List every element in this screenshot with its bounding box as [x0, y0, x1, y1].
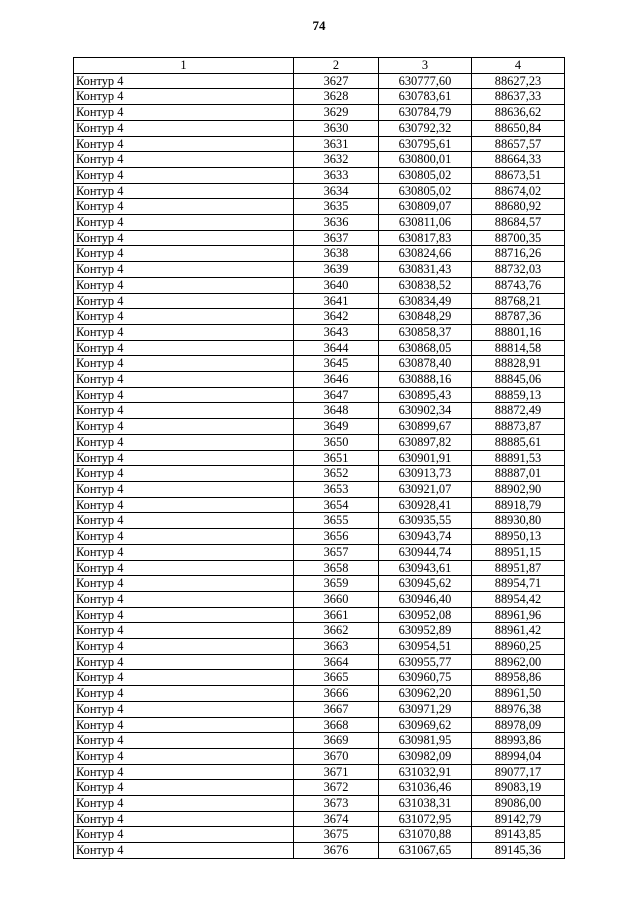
table-row	[74, 607, 565, 623]
y-coordinate-cell: 88962,00	[472, 654, 565, 670]
point-number-cell: 3666	[294, 686, 379, 702]
y-coordinate-cell: 88664,33	[472, 152, 565, 168]
point-number-cell: 3665	[294, 670, 379, 686]
x-coordinate-cell: 630944,74	[379, 544, 472, 560]
x-coordinate-cell: 630897,82	[379, 434, 472, 450]
y-coordinate-cell: 88680,92	[472, 199, 565, 215]
table-row	[74, 843, 565, 859]
table-row	[74, 434, 565, 450]
x-coordinate-cell: 631067,65	[379, 843, 472, 859]
contour-cell: Контур 4	[74, 639, 294, 655]
point-number-cell: 3662	[294, 623, 379, 639]
x-coordinate-cell: 630955,77	[379, 654, 472, 670]
point-number-cell: 3653	[294, 481, 379, 497]
y-coordinate-cell: 88961,42	[472, 623, 565, 639]
table-row	[74, 199, 565, 215]
x-coordinate-cell: 630945,62	[379, 576, 472, 592]
point-number-cell: 3660	[294, 591, 379, 607]
y-coordinate-cell: 88993,86	[472, 733, 565, 749]
point-number-cell: 3629	[294, 105, 379, 121]
y-coordinate-cell: 88918,79	[472, 497, 565, 513]
point-number-cell: 3633	[294, 167, 379, 183]
point-number-cell: 3676	[294, 843, 379, 859]
table-header	[74, 58, 565, 74]
x-coordinate-cell: 630831,43	[379, 262, 472, 278]
point-number-cell: 3631	[294, 136, 379, 152]
x-coordinate-cell: 630792,32	[379, 120, 472, 136]
column-header-2: 2	[294, 58, 379, 74]
contour-cell: Контур 4	[74, 403, 294, 419]
contour-cell: Контур 4	[74, 356, 294, 372]
table-row	[74, 419, 565, 435]
contour-cell: Контур 4	[74, 529, 294, 545]
table-row	[74, 623, 565, 639]
contour-cell: Контур 4	[74, 199, 294, 215]
x-coordinate-cell: 630969,62	[379, 717, 472, 733]
y-coordinate-cell: 88716,26	[472, 246, 565, 262]
table-row	[74, 591, 565, 607]
x-coordinate-cell: 630952,89	[379, 623, 472, 639]
point-number-cell: 3642	[294, 309, 379, 325]
point-number-cell: 3644	[294, 340, 379, 356]
y-coordinate-cell: 88958,86	[472, 670, 565, 686]
x-coordinate-cell: 630777,60	[379, 73, 472, 89]
x-coordinate-cell: 630946,40	[379, 591, 472, 607]
table-row	[74, 230, 565, 246]
contour-cell: Контур 4	[74, 796, 294, 812]
contour-cell: Контур 4	[74, 340, 294, 356]
point-number-cell: 3630	[294, 120, 379, 136]
x-coordinate-cell: 631032,91	[379, 764, 472, 780]
point-number-cell: 3663	[294, 639, 379, 655]
y-coordinate-cell: 88674,02	[472, 183, 565, 199]
x-coordinate-cell: 630795,61	[379, 136, 472, 152]
point-number-cell: 3634	[294, 183, 379, 199]
table-row	[74, 764, 565, 780]
y-coordinate-cell: 88954,71	[472, 576, 565, 592]
coordinates-table	[73, 57, 565, 859]
contour-cell: Контур 4	[74, 513, 294, 529]
x-coordinate-cell: 630935,55	[379, 513, 472, 529]
table-row	[74, 293, 565, 309]
point-number-cell: 3645	[294, 356, 379, 372]
point-number-cell: 3674	[294, 811, 379, 827]
x-coordinate-cell: 630982,09	[379, 748, 472, 764]
x-coordinate-cell: 630943,61	[379, 560, 472, 576]
y-coordinate-cell: 89142,79	[472, 811, 565, 827]
point-number-cell: 3675	[294, 827, 379, 843]
contour-cell: Контур 4	[74, 780, 294, 796]
x-coordinate-cell: 630952,08	[379, 607, 472, 623]
y-coordinate-cell: 88657,57	[472, 136, 565, 152]
x-coordinate-cell: 630960,75	[379, 670, 472, 686]
point-number-cell: 3646	[294, 372, 379, 388]
y-coordinate-cell: 88891,53	[472, 450, 565, 466]
table-row	[74, 262, 565, 278]
point-number-cell: 3673	[294, 796, 379, 812]
table-row	[74, 717, 565, 733]
contour-cell: Контур 4	[74, 89, 294, 105]
contour-cell: Контур 4	[74, 560, 294, 576]
contour-cell: Контур 4	[74, 309, 294, 325]
contour-cell: Контур 4	[74, 497, 294, 513]
table-row	[74, 152, 565, 168]
table-row	[74, 387, 565, 403]
point-number-cell: 3648	[294, 403, 379, 419]
table-row	[74, 73, 565, 89]
y-coordinate-cell: 89086,00	[472, 796, 565, 812]
contour-cell: Контур 4	[74, 262, 294, 278]
table-row	[74, 670, 565, 686]
contour-cell: Контур 4	[74, 686, 294, 702]
table-row	[74, 136, 565, 152]
table-row	[74, 513, 565, 529]
contour-cell: Контур 4	[74, 576, 294, 592]
contour-cell: Контур 4	[74, 277, 294, 293]
x-coordinate-cell: 630901,91	[379, 450, 472, 466]
y-coordinate-cell: 88930,80	[472, 513, 565, 529]
table-row	[74, 120, 565, 136]
y-coordinate-cell: 88885,61	[472, 434, 565, 450]
table-row	[74, 560, 565, 576]
contour-cell: Контур 4	[74, 246, 294, 262]
y-coordinate-cell: 88951,15	[472, 544, 565, 560]
y-coordinate-cell: 89077,17	[472, 764, 565, 780]
y-coordinate-cell: 88859,13	[472, 387, 565, 403]
table-row	[74, 796, 565, 812]
point-number-cell: 3649	[294, 419, 379, 435]
y-coordinate-cell: 88887,01	[472, 466, 565, 482]
table-row	[74, 481, 565, 497]
table-row	[74, 497, 565, 513]
y-coordinate-cell: 88732,03	[472, 262, 565, 278]
contour-cell: Контур 4	[74, 701, 294, 717]
y-coordinate-cell: 88994,04	[472, 748, 565, 764]
point-number-cell: 3670	[294, 748, 379, 764]
point-number-cell: 3643	[294, 324, 379, 340]
point-number-cell: 3654	[294, 497, 379, 513]
contour-cell: Контур 4	[74, 105, 294, 121]
y-coordinate-cell: 88627,23	[472, 73, 565, 89]
point-number-cell: 3636	[294, 215, 379, 231]
point-number-cell: 3657	[294, 544, 379, 560]
y-coordinate-cell: 88873,87	[472, 419, 565, 435]
contour-cell: Контур 4	[74, 372, 294, 388]
x-coordinate-cell: 630783,61	[379, 89, 472, 105]
y-coordinate-cell: 88700,35	[472, 230, 565, 246]
table-row	[74, 827, 565, 843]
header-row	[74, 58, 565, 74]
point-number-cell: 3655	[294, 513, 379, 529]
column-header-3: 3	[379, 58, 472, 74]
table-row	[74, 309, 565, 325]
point-number-cell: 3661	[294, 607, 379, 623]
table-row	[74, 324, 565, 340]
contour-cell: Контур 4	[74, 843, 294, 859]
point-number-cell: 3639	[294, 262, 379, 278]
contour-cell: Контур 4	[74, 670, 294, 686]
column-header-4: 4	[472, 58, 565, 74]
y-coordinate-cell: 89145,36	[472, 843, 565, 859]
contour-cell: Контур 4	[74, 481, 294, 497]
contour-cell: Контур 4	[74, 591, 294, 607]
x-coordinate-cell: 631072,95	[379, 811, 472, 827]
contour-cell: Контур 4	[74, 136, 294, 152]
contour-cell: Контур 4	[74, 167, 294, 183]
table-row	[74, 780, 565, 796]
table-row	[74, 89, 565, 105]
contour-cell: Контур 4	[74, 387, 294, 403]
x-coordinate-cell: 630834,49	[379, 293, 472, 309]
table-row	[74, 639, 565, 655]
y-coordinate-cell: 88637,33	[472, 89, 565, 105]
y-coordinate-cell: 89143,85	[472, 827, 565, 843]
x-coordinate-cell: 630971,29	[379, 701, 472, 717]
table-row	[74, 654, 565, 670]
point-number-cell: 3635	[294, 199, 379, 215]
x-coordinate-cell: 630981,95	[379, 733, 472, 749]
x-coordinate-cell: 630784,79	[379, 105, 472, 121]
y-coordinate-cell: 88978,09	[472, 717, 565, 733]
x-coordinate-cell: 630902,34	[379, 403, 472, 419]
contour-cell: Контур 4	[74, 215, 294, 231]
table-row	[74, 215, 565, 231]
x-coordinate-cell: 630805,02	[379, 183, 472, 199]
y-coordinate-cell: 88787,36	[472, 309, 565, 325]
x-coordinate-cell: 630817,83	[379, 230, 472, 246]
y-coordinate-cell: 88961,96	[472, 607, 565, 623]
point-number-cell: 3627	[294, 73, 379, 89]
point-number-cell: 3656	[294, 529, 379, 545]
y-coordinate-cell: 88961,50	[472, 686, 565, 702]
contour-cell: Контур 4	[74, 654, 294, 670]
y-coordinate-cell: 88954,42	[472, 591, 565, 607]
y-coordinate-cell: 89083,19	[472, 780, 565, 796]
x-coordinate-cell: 630899,67	[379, 419, 472, 435]
y-coordinate-cell: 88814,58	[472, 340, 565, 356]
contour-cell: Контур 4	[74, 230, 294, 246]
x-coordinate-cell: 630888,16	[379, 372, 472, 388]
x-coordinate-cell: 630962,20	[379, 686, 472, 702]
contour-cell: Контур 4	[74, 450, 294, 466]
y-coordinate-cell: 88902,90	[472, 481, 565, 497]
table-row	[74, 167, 565, 183]
point-number-cell: 3647	[294, 387, 379, 403]
column-header-1: 1	[74, 58, 294, 74]
point-number-cell: 3640	[294, 277, 379, 293]
contour-cell: Контур 4	[74, 607, 294, 623]
table-row	[74, 686, 565, 702]
point-number-cell: 3650	[294, 434, 379, 450]
table-row	[74, 356, 565, 372]
x-coordinate-cell: 630943,74	[379, 529, 472, 545]
x-coordinate-cell: 630921,07	[379, 481, 472, 497]
table-row	[74, 544, 565, 560]
table-body	[74, 73, 565, 858]
point-number-cell: 3664	[294, 654, 379, 670]
y-coordinate-cell: 88951,87	[472, 560, 565, 576]
y-coordinate-cell: 88801,16	[472, 324, 565, 340]
contour-cell: Контур 4	[74, 764, 294, 780]
contour-cell: Контур 4	[74, 623, 294, 639]
y-coordinate-cell: 88673,51	[472, 167, 565, 183]
point-number-cell: 3652	[294, 466, 379, 482]
x-coordinate-cell: 630858,37	[379, 324, 472, 340]
contour-cell: Контур 4	[74, 152, 294, 168]
contour-cell: Контур 4	[74, 733, 294, 749]
x-coordinate-cell: 630895,43	[379, 387, 472, 403]
contour-cell: Контур 4	[74, 544, 294, 560]
x-coordinate-cell: 630800,01	[379, 152, 472, 168]
x-coordinate-cell: 630868,05	[379, 340, 472, 356]
point-number-cell: 3658	[294, 560, 379, 576]
x-coordinate-cell: 630824,66	[379, 246, 472, 262]
x-coordinate-cell: 630809,07	[379, 199, 472, 215]
x-coordinate-cell: 630848,29	[379, 309, 472, 325]
table-row	[74, 450, 565, 466]
point-number-cell: 3667	[294, 701, 379, 717]
point-number-cell: 3628	[294, 89, 379, 105]
x-coordinate-cell: 631070,88	[379, 827, 472, 843]
x-coordinate-cell: 631036,46	[379, 780, 472, 796]
y-coordinate-cell: 88828,91	[472, 356, 565, 372]
point-number-cell: 3671	[294, 764, 379, 780]
contour-cell: Контур 4	[74, 120, 294, 136]
table-row	[74, 466, 565, 482]
contour-cell: Контур 4	[74, 419, 294, 435]
table-row	[74, 372, 565, 388]
table-row	[74, 246, 565, 262]
point-number-cell: 3669	[294, 733, 379, 749]
y-coordinate-cell: 88684,57	[472, 215, 565, 231]
x-coordinate-cell: 630928,41	[379, 497, 472, 513]
point-number-cell: 3638	[294, 246, 379, 262]
point-number-cell: 3651	[294, 450, 379, 466]
contour-cell: Контур 4	[74, 717, 294, 733]
table-row	[74, 277, 565, 293]
table-row	[74, 183, 565, 199]
table-row	[74, 529, 565, 545]
table-row	[74, 701, 565, 717]
y-coordinate-cell: 88950,13	[472, 529, 565, 545]
contour-cell: Контур 4	[74, 73, 294, 89]
table-row	[74, 748, 565, 764]
point-number-cell: 3668	[294, 717, 379, 733]
x-coordinate-cell: 630838,52	[379, 277, 472, 293]
x-coordinate-cell: 630811,06	[379, 215, 472, 231]
contour-cell: Контур 4	[74, 434, 294, 450]
y-coordinate-cell: 88636,62	[472, 105, 565, 121]
point-number-cell: 3659	[294, 576, 379, 592]
contour-cell: Контур 4	[74, 183, 294, 199]
y-coordinate-cell: 88976,38	[472, 701, 565, 717]
table-row	[74, 105, 565, 121]
contour-cell: Контур 4	[74, 324, 294, 340]
table-row	[74, 576, 565, 592]
x-coordinate-cell: 630954,51	[379, 639, 472, 655]
contour-cell: Контур 4	[74, 811, 294, 827]
y-coordinate-cell: 88650,84	[472, 120, 565, 136]
x-coordinate-cell: 630878,40	[379, 356, 472, 372]
point-number-cell: 3672	[294, 780, 379, 796]
y-coordinate-cell: 88872,49	[472, 403, 565, 419]
point-number-cell: 3632	[294, 152, 379, 168]
x-coordinate-cell: 630805,02	[379, 167, 472, 183]
page-number: 74	[312, 18, 326, 33]
y-coordinate-cell: 88845,06	[472, 372, 565, 388]
table-row	[74, 403, 565, 419]
x-coordinate-cell: 631038,31	[379, 796, 472, 812]
table-row	[74, 340, 565, 356]
table-row	[74, 811, 565, 827]
x-coordinate-cell: 630913,73	[379, 466, 472, 482]
table-row	[74, 733, 565, 749]
y-coordinate-cell: 88960,25	[472, 639, 565, 655]
contour-cell: Контур 4	[74, 466, 294, 482]
point-number-cell: 3637	[294, 230, 379, 246]
point-number-cell: 3641	[294, 293, 379, 309]
contour-cell: Контур 4	[74, 293, 294, 309]
y-coordinate-cell: 88743,76	[472, 277, 565, 293]
y-coordinate-cell: 88768,21	[472, 293, 565, 309]
contour-cell: Контур 4	[74, 748, 294, 764]
contour-cell: Контур 4	[74, 827, 294, 843]
